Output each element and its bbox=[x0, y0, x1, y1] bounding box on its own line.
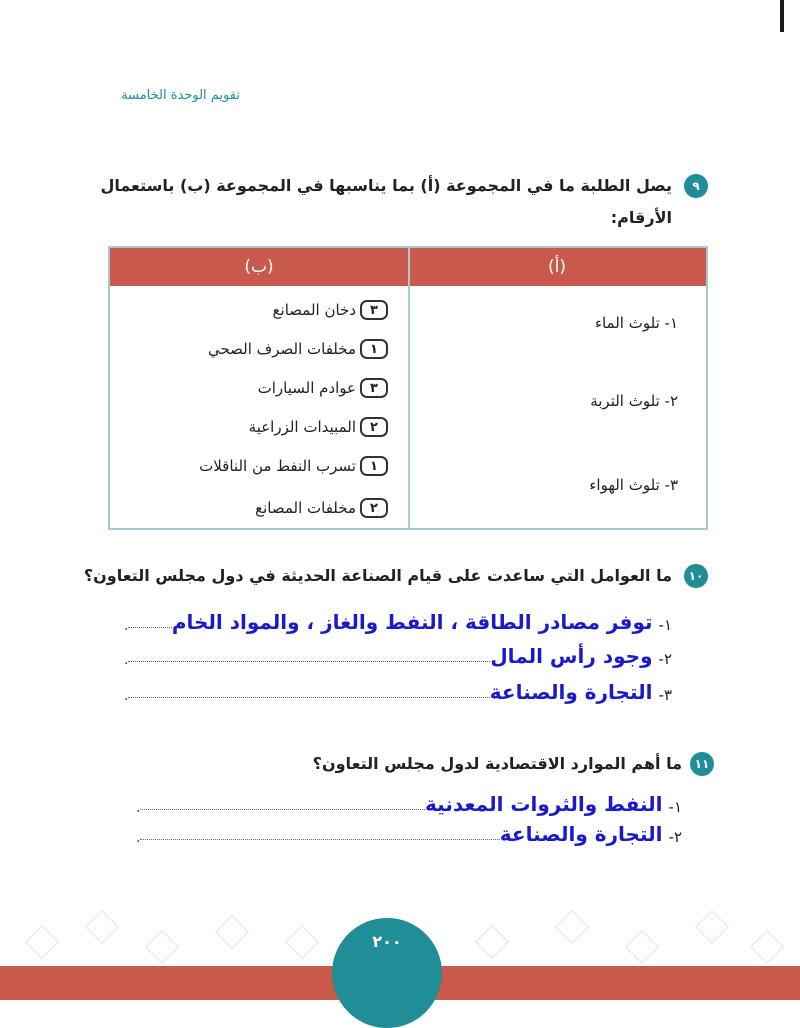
answer-text: التجارة والصناعة bbox=[499, 822, 663, 846]
group-b-item-text: مخلفات المصانع bbox=[255, 499, 356, 517]
table-header-group-a: (أ) bbox=[408, 248, 706, 286]
question-11-text: ما أهم الموارد الاقتصادية لدول مجلس التعاون؟ bbox=[312, 754, 682, 773]
answer-number: ٢- bbox=[668, 828, 682, 846]
line-end-dot: . bbox=[136, 830, 141, 846]
decorative-pattern-tile bbox=[145, 930, 179, 964]
answer-number: ٣- bbox=[658, 686, 672, 704]
answer-number-box: ١ bbox=[360, 339, 388, 359]
decorative-pattern-tile bbox=[85, 910, 119, 944]
question-10-answer-2 bbox=[124, 644, 672, 668]
group-b-item-4 bbox=[249, 417, 388, 437]
answer-number: ٢- bbox=[658, 650, 672, 668]
dotted-line bbox=[128, 696, 489, 698]
group-b-item-text: دخان المصانع bbox=[272, 301, 356, 319]
answer-text: النفط والثروات المعدنية bbox=[425, 792, 663, 816]
group-b-item-2 bbox=[208, 339, 388, 359]
answer-number: ١- bbox=[658, 616, 672, 634]
group-b-item-1 bbox=[273, 300, 388, 320]
question-9-text-line1: يصل الطلبة ما في المجموعة (أ) بما يناسبها في المجموعة (ب) باستعمال bbox=[100, 176, 672, 195]
dotted-line bbox=[128, 660, 490, 662]
dotted-line bbox=[140, 808, 425, 810]
question-10-answer-1 bbox=[124, 610, 672, 634]
matching-table bbox=[108, 246, 708, 530]
question-10-answer-3 bbox=[124, 680, 672, 704]
group-b-item-text: تسرب النفط من الناقلات bbox=[199, 457, 356, 475]
group-b-item-6 bbox=[255, 498, 388, 518]
group-b-item-text: عوادم السيارات bbox=[257, 379, 356, 397]
answer-number-box: ٣ bbox=[360, 378, 388, 398]
answer-number-box: ١ bbox=[360, 456, 388, 476]
decorative-pattern-tile bbox=[750, 930, 784, 964]
decorative-pattern-tile bbox=[475, 925, 509, 959]
question-10-text: ما العوامل التي ساعدت على قيام الصناعة الحديثة في دول مجلس التعاون؟ bbox=[83, 566, 672, 585]
answer-text: توفر مصادر الطاقة ، النفط والغاز ، والمواد الخام bbox=[171, 610, 653, 634]
answer-text: التجارة والصناعة bbox=[489, 680, 653, 704]
line-end-dot: . bbox=[124, 652, 129, 668]
group-b-item-text: مخلفات الصرف الصحي bbox=[207, 340, 356, 358]
decorative-pattern-tile bbox=[625, 930, 659, 964]
group-a-item-2: ٢- تلوث التربة bbox=[590, 392, 678, 410]
page-number: ٢٠٠ bbox=[372, 932, 402, 951]
dotted-line bbox=[140, 838, 499, 840]
question-10-number-badge: ١٠ bbox=[684, 564, 708, 588]
line-end-dot: . bbox=[136, 800, 141, 816]
unit-header-title: تقويم الوحدة الخامسة bbox=[121, 88, 240, 103]
answer-number-box: ٣ bbox=[360, 300, 388, 320]
answer-number-box: ٢ bbox=[360, 498, 388, 518]
group-a-item-1: ١- تلوث الماء bbox=[594, 314, 678, 332]
question-9-number-badge: ٩ bbox=[684, 174, 708, 198]
decorative-pattern-tile bbox=[285, 925, 319, 959]
line-end-dot: . bbox=[124, 688, 129, 704]
answer-number-box: ٢ bbox=[360, 417, 388, 437]
dotted-line bbox=[128, 626, 171, 628]
group-a-item-3: ٣- تلوث الهواء bbox=[589, 476, 678, 494]
decorative-pattern-tile bbox=[215, 915, 249, 949]
top-edge-bar bbox=[780, 0, 784, 32]
decorative-pattern-tile bbox=[555, 910, 589, 944]
answer-number: ١- bbox=[668, 798, 682, 816]
group-b-item-3 bbox=[258, 378, 388, 398]
line-end-dot: . bbox=[124, 618, 129, 634]
answer-text: وجود رأس المال bbox=[490, 644, 653, 668]
question-9-text-line2: الأرقام: bbox=[610, 208, 672, 227]
table-column-divider bbox=[408, 248, 410, 528]
question-11-answer-1 bbox=[136, 792, 682, 816]
question-11-number-badge: ١١ bbox=[690, 752, 714, 776]
group-b-item-5 bbox=[199, 456, 388, 476]
decorative-pattern-tile bbox=[695, 910, 729, 944]
question-11-answer-2 bbox=[136, 822, 682, 846]
decorative-pattern-tile bbox=[25, 925, 59, 959]
table-header-group-b: (ب) bbox=[110, 248, 408, 286]
group-b-item-text: المبيدات الزراعية bbox=[248, 418, 356, 436]
